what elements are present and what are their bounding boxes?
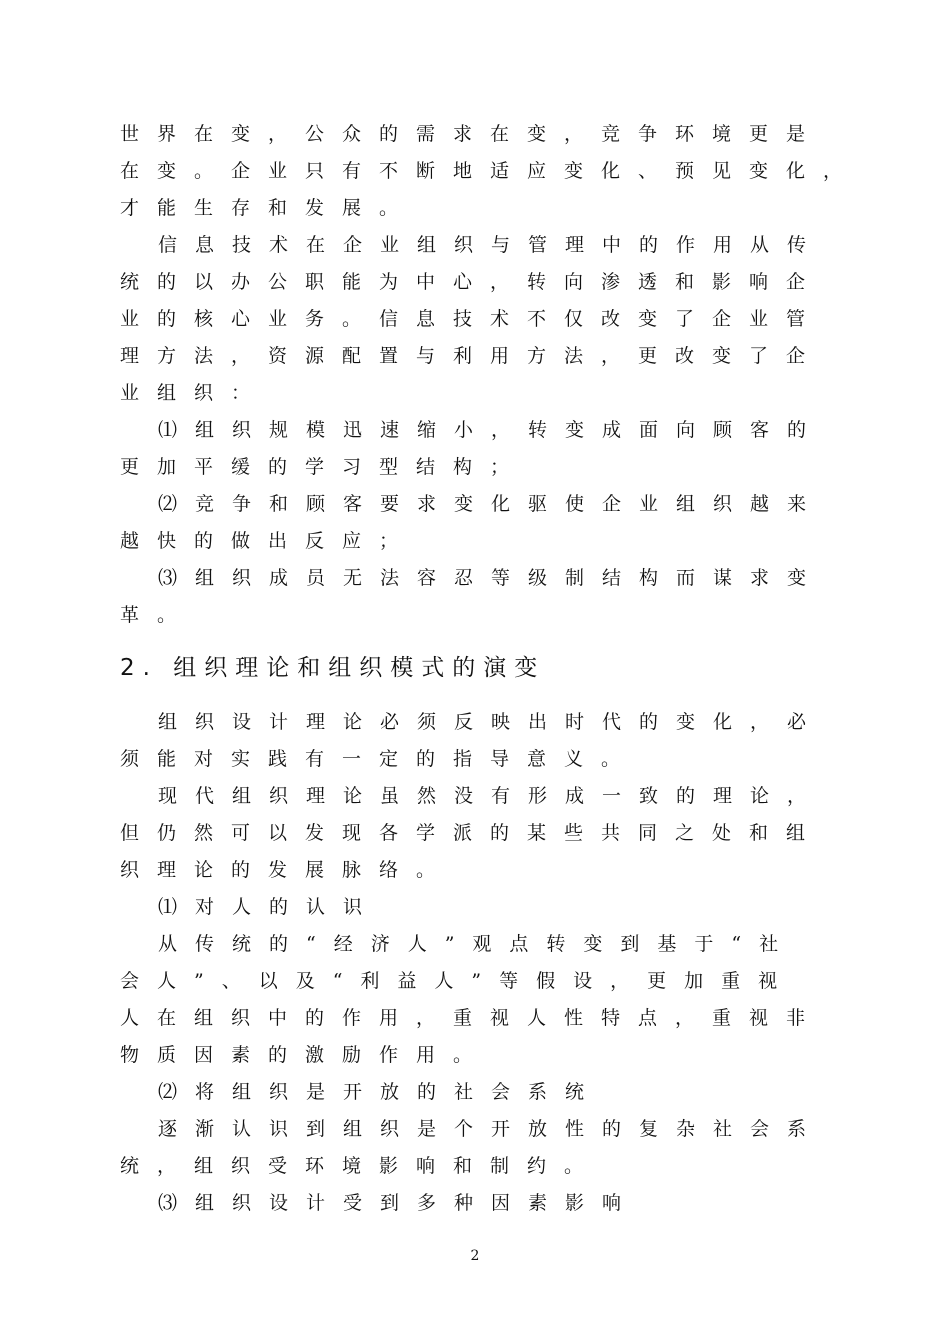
list-item-line: ⑵竞争和顾客要求变化驱使企业组织越来	[158, 493, 825, 515]
list-item-line: ⑶组织成员无法容忍等级制结构而谋求变	[158, 567, 825, 589]
paragraph-line: 逐渐认识到组织是个开放性的复杂社会系	[158, 1118, 825, 1140]
paragraph-line: 才能生存和发展。	[120, 197, 417, 219]
paragraph-line: 从传统的“经济人”观点转变到基于“社	[158, 933, 797, 955]
paragraph-line: 会人”、以及“利益人”等假设，更加重视	[120, 970, 796, 992]
paragraph-line: 在变。企业只有不断地适应变化、预见变化，	[120, 160, 861, 182]
paragraph-line: 织理论的发展脉络。	[120, 859, 454, 881]
paragraph-line: 业的核心业务。信息技术不仅改变了企业管	[120, 308, 824, 330]
subsection-title: ⑴对人的认识	[158, 896, 381, 918]
paragraph-line: 组织设计理论必须反映出时代的变化，必	[158, 711, 825, 733]
page-number: 2	[470, 1248, 480, 1264]
list-item-line: 革。	[120, 604, 195, 626]
paragraph-line: 业组织：	[120, 382, 269, 404]
paragraph-line: 理方法，资源配置与利用方法，更改变了企	[120, 345, 824, 367]
paragraph-line: 信息技术在企业组织与管理中的作用从传	[158, 234, 825, 256]
paragraph-line: 人在组织中的作用，重视人性特点，重视非	[120, 1007, 824, 1029]
paragraph-line: 须能对实践有一定的指导意义。	[120, 748, 639, 770]
paragraph-line: 统的以办公职能为中心，转向渗透和影响企	[120, 271, 824, 293]
paragraph-line: 统，组织受环境影响和制约。	[120, 1155, 602, 1177]
paragraph-line: 现代组织理论虽然没有形成一致的理论，	[158, 785, 825, 807]
paragraph-line: 但仍然可以发现各学派的某些共同之处和组	[120, 822, 824, 844]
section-heading: 2. 组织理论和组织模式的演变	[120, 655, 546, 681]
list-item-line: 更加平缓的学习型结构；	[120, 456, 528, 478]
subsection-title: ⑵将组织是开放的社会系统	[158, 1081, 603, 1103]
paragraph-line: 世界在变，公众的需求在变，竞争环境更是	[120, 123, 824, 145]
paragraph-line: 物质因素的激励作用。	[120, 1044, 491, 1066]
subsection-title: ⑶组织设计受到多种因素影响	[158, 1192, 640, 1214]
list-item-line: ⑴组织规模迅速缩小，转变成面向顾客的	[158, 419, 825, 441]
list-item-line: 越快的做出反应；	[120, 530, 417, 552]
